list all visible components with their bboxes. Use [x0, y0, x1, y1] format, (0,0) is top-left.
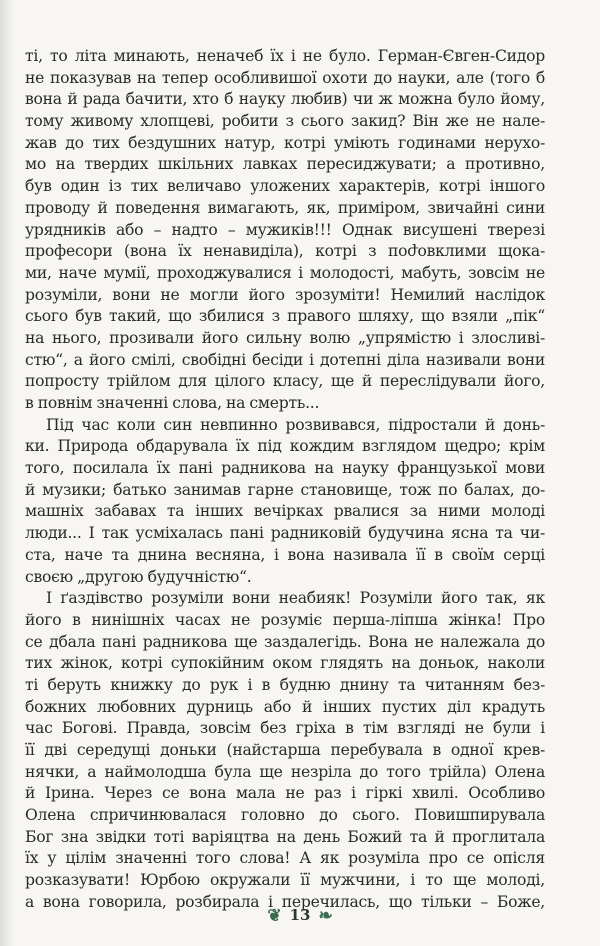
text-line: в повнім значенні слова, на смерть... [25, 394, 320, 412]
text-line: Олена спричинювалася головно до сього. Повишпирувала [25, 806, 545, 825]
page-number: 13 [289, 906, 311, 924]
page-footer [0, 906, 600, 926]
text-line: тих жінок, котрі супокійним оком глядять на доньок, наколи [25, 654, 545, 673]
text-line: був один із тих величаво уложених характерів, котрі іншого [25, 177, 545, 196]
text-line: час Богові. Правда, зовсім без гріха в тім взгляді не були і [25, 719, 545, 738]
text-line: І ґаздівство розуміли вони неабияк! Розуміли його так, як [46, 589, 545, 608]
text-line: на нього, прозивали його сильну волю „упрямістю і злосливі- [25, 328, 545, 347]
text-line: того, посилала їх пані радникова на науку французької мови [25, 459, 545, 478]
text-line: жав до тих бездушних натур, котрі уміють годинами нерухо- [25, 133, 545, 152]
text-line: проводу й поведення вимагають, як, приміром, звичайні сини [25, 198, 545, 217]
page-gutter-shadow [0, 0, 14, 946]
text-line: й Ірина. Через се вона мала не раз і гіркі хвилі. Особливо [25, 784, 545, 803]
text-line: розказувати! Юрбою окружали її мужчини, і то ще молоді, [25, 871, 545, 890]
text-line: розуміли, вони не могли його зрозуміти! Немилий наслідок [25, 285, 545, 304]
text-line: його в нинішніх часах не розуміє перша-ліпша жінка! Про [25, 610, 545, 629]
text-line: ста, наче та днина весняна, і вона називала її в своїм серці [25, 545, 545, 564]
ornament-right-icon: ❧ [318, 906, 333, 926]
text-line: стю“, а його смілі, свобідні бесіди і дотепні діла називали вони [25, 350, 545, 369]
text-line: тому живому хлопцеві, робити з сього закид? Він же не нале- [25, 112, 545, 131]
ornament-left-icon: ❦ [267, 906, 282, 926]
text-line: не показував на тепер особливишої охоти до науки, але (того б [25, 68, 545, 87]
text-line: й музики; батько занимав гарне становище, тож по балах, до- [25, 480, 545, 499]
text-line: сього був такий, що збилися з правого шляху, що взяли „пік“ [25, 307, 545, 326]
text-line: їх у цілім значенні того слова! А як розуміла про се опісля [25, 849, 545, 868]
body-text [25, 46, 545, 914]
text-line: машніх забавах та інших вечірках рвалися за ними молоді [25, 502, 545, 521]
text-line: її дві середущі доньки (найстарша перебувала в одної крев- [25, 741, 545, 759]
text-line: вона й рада бачити, хто б науку любив) чи ж можна було йому, [25, 90, 545, 109]
text-line: люди... І так усміхалась пані радниковій будучина ясна та чи- [25, 524, 545, 543]
text-line: Бог зна звідки тоті варіяцтва на день Божий та й проглитала [25, 827, 545, 846]
text-line: мо на твердих шкільних лавках пересиджувати; а противно, [25, 155, 545, 174]
text-line: ми, наче мумії, проходжувалися і молодості, мабуть, зовсім не [25, 263, 545, 282]
text-line: божних любовних дурниць або й інших пустих діл крадуть [25, 697, 545, 716]
text-line: Під час коли син невпинно розвивався, підростали й донь- [46, 415, 545, 434]
text-line: своєю „другою будучністю“. [25, 567, 252, 586]
text-line: урядників або – надто – мужиків!!! Однак висушені тверезі [25, 220, 545, 239]
text-line: се дбала пані радникова ще заздалегідь. Вона не належала до [25, 632, 545, 651]
text-line: професори (вона їх ненавиділа), котрі з поժовклими щока- [25, 242, 545, 261]
text-line: ті, то літа минають, неначеб їх і не було. Герман-Євген-Сидор [25, 47, 545, 65]
text-line: ті беруть книжку до рук і в будню днину та читанням без- [25, 675, 545, 694]
text-line: нячки, а наймолодша була ще незріла до того трійла) Олена [25, 762, 545, 781]
text-line: ки. Природа обдарувала їх під кождим взглядом щедро; крім [25, 437, 545, 456]
text-line: попросту трійлом для цілого класу, ще й переслідували його, [25, 372, 545, 391]
text-line: а вона говорила, розбирала і перечилась, що тільки – Боже, [25, 892, 545, 911]
